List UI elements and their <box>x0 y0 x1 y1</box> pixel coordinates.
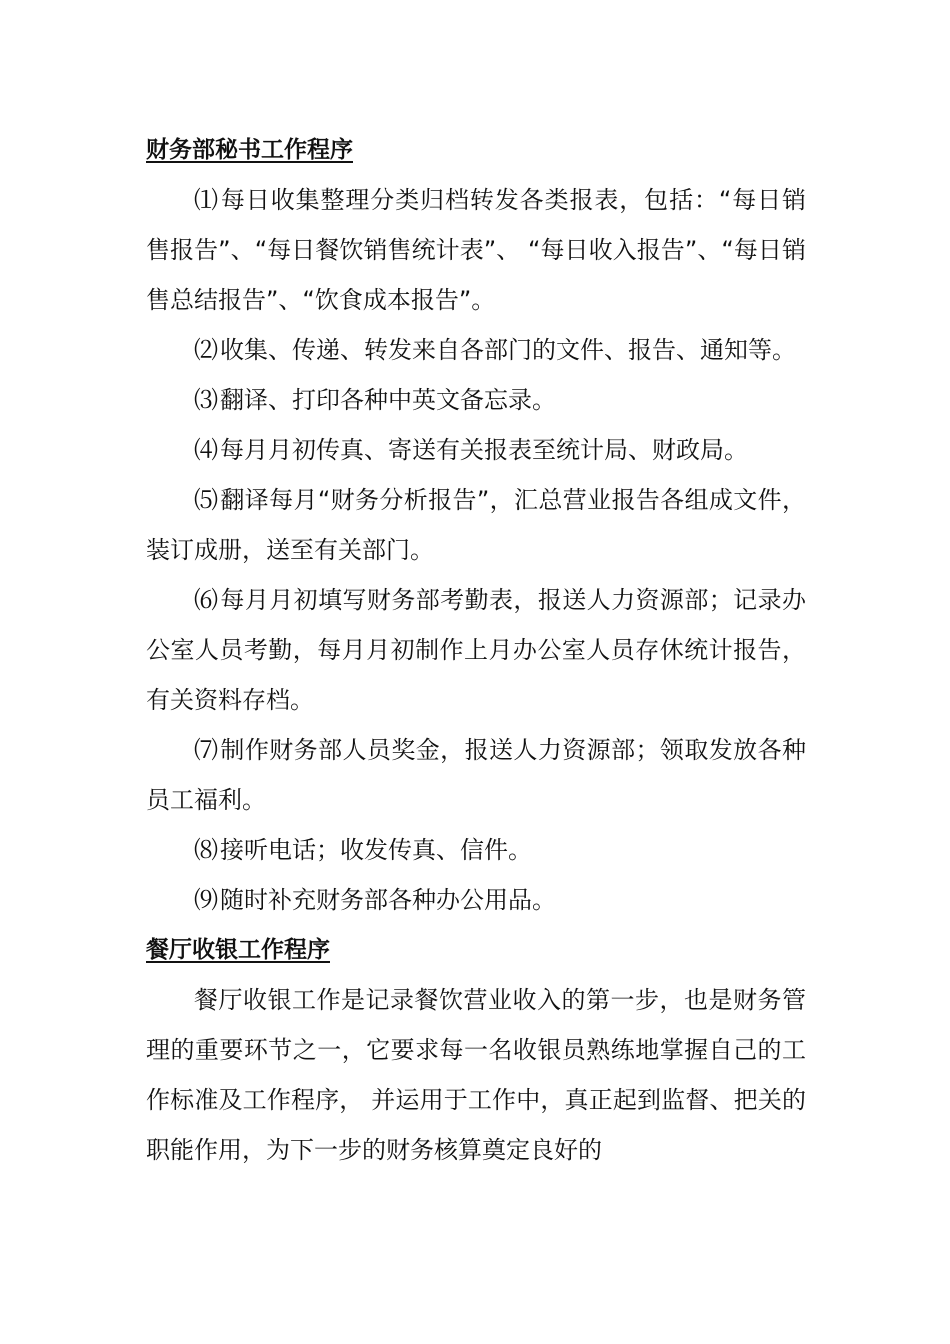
list-item <box>146 375 806 425</box>
item-number: ⑵ <box>194 336 218 364</box>
item-text: 翻译、打印各种中英文备忘录。 <box>220 386 556 414</box>
item-text: 翻译每月“财务分析报告”，汇总营业报告各组成文件，装订成册，送至有关部门。 <box>146 486 807 564</box>
list-item <box>146 475 806 575</box>
item-number: ⑴ <box>194 186 219 214</box>
item-number: ⑻ <box>194 836 218 864</box>
item-number: ⑸ <box>194 486 219 514</box>
section-title-finance-secretary: 财务部秘书工作程序 <box>146 137 353 163</box>
item-text: 每月月初填写财务部考勤表，报送人力资源部；记录办公室人员考勤，每月月初制作上月办公室人员存休统计报告，有关资料存档。 <box>146 586 807 714</box>
item-text: 随时补充财务部各种办公用品。 <box>220 886 556 914</box>
item-text: 每日收集整理分类归档转发各类报表，包括：“每日销售报告”、“每日餐饮销售统计表”、 “每日收入报告”、“每日销售总结报告”、“饮食成本报告”。 <box>146 186 807 314</box>
item-text: 制作财务部人员奖金，报送人力资源部；领取发放各种员工福利。 <box>146 736 807 814</box>
list-item <box>146 425 806 475</box>
list-item <box>146 175 806 325</box>
list-item <box>146 575 806 725</box>
document-page <box>146 125 806 1175</box>
item-text: 收集、传递、转发来自各部门的文件、报告、通知等。 <box>220 336 796 364</box>
item-number: ⑹ <box>194 586 219 614</box>
item-number: ⑶ <box>194 386 218 414</box>
item-number: ⑺ <box>194 736 219 764</box>
item-text: 每月月初传真、寄送有关报表至统计局、财政局。 <box>220 436 748 464</box>
list-item <box>146 325 806 375</box>
item-number: ⑼ <box>194 886 218 914</box>
body-paragraph: 餐厅收银工作是记录餐饮营业收入的第一步，也是财务管理的重要环节之一，它要求每一名收银员熟练地掌握自己的工作标准及工作程序， 并运用于工作中，真正起到监督、把关的职能作用，为下一步的财务核算奠定良好的 <box>146 986 806 1164</box>
list-item <box>146 725 806 825</box>
item-text: 接听电话；收发传真、信件。 <box>220 836 532 864</box>
list-item <box>146 825 806 875</box>
section-title-restaurant-cashier: 餐厅收银工作程序 <box>146 937 330 963</box>
item-number: ⑷ <box>194 436 218 464</box>
list-item <box>146 875 806 925</box>
